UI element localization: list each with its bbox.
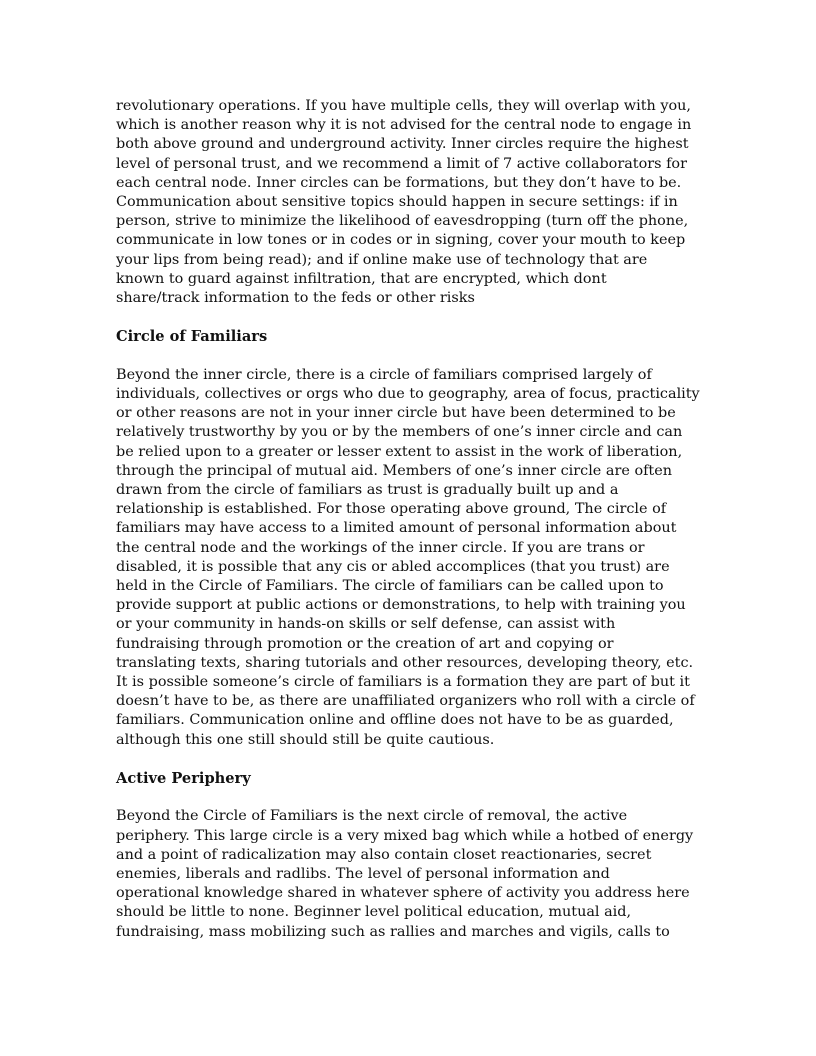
section-heading-circle-of-familiars: Circle of Familiars <box>116 328 268 346</box>
document-page <box>116 97 706 942</box>
section-heading-active-periphery: Active Periphery <box>116 770 251 788</box>
circle-of-familiars-paragraph: Beyond the inner circle, there is a circle of familiars comprised largely of individuals, collectives or orgs who due to geography, area of focus, practicality or other reasons are not in your inner circle but have been determined to be relatively trustworthy by you or by the members of one’s inner circle and can be relied upon to a greater or lesser extent to assist in the work of liberation, through the principal of mutual aid. Members of one’s inner circle are often drawn from the circle of familiars as trust is gradually built up and a relationship is established. For those operating above ground, The circle of familiars may have access to a limited amount of personal information about the central node and the workings of the inner circle. If you are trans or disabled, it is possible that any cis or abled accomplices (that you trust) are held in the Circle of Familiars. The circle of familiars can be called upon to provide support at public actions or demonstrations, to help with training you or your community in hands-on skills or self defense, can assist with fundraising through promotion or the creation of art and copying or translating texts, sharing tutorials and other resources, developing theory, etc. It is possible someone’s circle of familiars is a formation they are part of but it doesn’t have to be, as there are unaffiliated organizers who roll with a circle of familiars. Communication online and offline does not have to be as guarded, although this one still should still be quite cautious. <box>116 366 700 748</box>
active-periphery-paragraph: Beyond the Circle of Familiars is the next circle of removal, the active periphery. This large circle is a very mixed bag which while a hotbed of energy and a point of radicalization may also contain closet reactionaries, secret enemies, liberals and radlibs. The level of personal information and operational knowledge shared in whatever sphere of activity you address here should be little to none. Beginner level political education, mutual aid, fundraising, mass mobilizing such as rallies and marches and vigils, calls to <box>116 808 694 940</box>
intro-paragraph: revolutionary operations. If you have multiple cells, they will overlap with you, which is another reason why it is not advised for the central node to engage in both above ground and underground activity. Inner circles require the highest level of personal trust, and we recommend a limit of 7 active collaborators for each central node. Inner circles can be formations, but they don’t have to be. Communication about sensitive topics should happen in secure settings: if in person, strive to minimize the likelihood of eavesdropping (turn off the phone, communicate in low tones or in codes or in signing, cover your mouth to keep your lips from being read); and if online make use of technology that are known to guard against infiltration, that are encrypted, which dont share/track information to the feds or other risks <box>116 98 692 307</box>
